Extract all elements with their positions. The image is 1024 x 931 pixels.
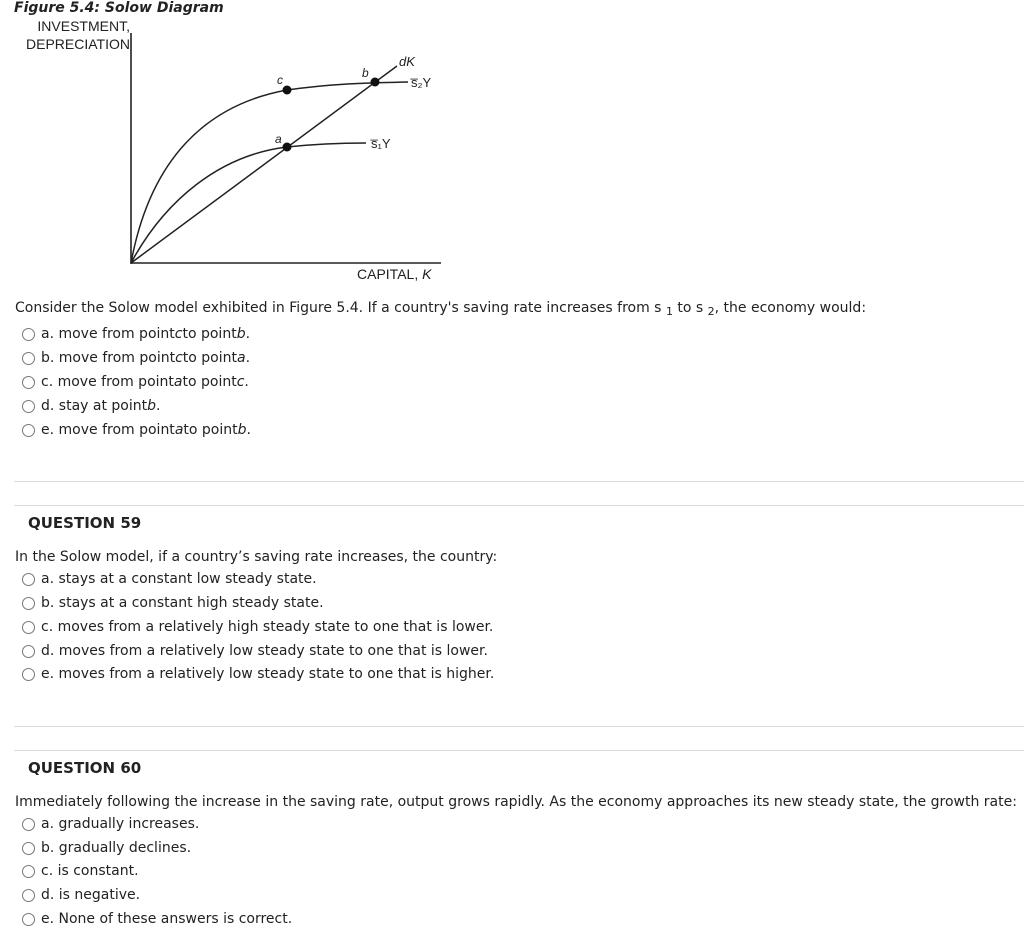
q60-option-e[interactable]	[22, 908, 292, 930]
point-ref: b	[147, 398, 156, 414]
option-text: .	[244, 374, 249, 390]
x-axis-var: K	[422, 266, 432, 282]
q58-prompt-part2: to s	[672, 300, 708, 316]
q59-option-a[interactable]	[22, 568, 317, 590]
radio-button[interactable]	[22, 668, 35, 681]
point-a	[283, 143, 292, 152]
figure-title: Figure 5.4: Solow Diagram	[14, 0, 224, 16]
depreciation-label: dK	[399, 54, 415, 69]
point-c	[283, 86, 292, 95]
option-text: a. move from point	[41, 326, 175, 342]
solow-diagram	[0, 0, 1024, 300]
q60-option-b[interactable]	[22, 837, 191, 859]
option-text: .	[245, 326, 251, 342]
divider	[14, 750, 1024, 751]
option-text: e. None of these answers is correct.	[41, 911, 293, 927]
option-text: a. gradually increases.	[41, 816, 200, 832]
q58-option-d[interactable]	[22, 395, 160, 417]
q60-heading: QUESTION 60	[28, 759, 142, 777]
option-text: .	[246, 422, 251, 438]
q58-option-b[interactable]	[22, 347, 250, 369]
q59-heading: QUESTION 59	[28, 514, 142, 532]
radio-button[interactable]	[22, 400, 35, 413]
radio-button[interactable]	[22, 328, 35, 341]
q59-option-d[interactable]	[22, 640, 488, 662]
radio-button[interactable]	[22, 597, 35, 610]
radio-button[interactable]	[22, 424, 35, 437]
point-b-label: b	[362, 66, 369, 80]
option-text: e. moves from a relatively low steady state to one that is higher.	[41, 666, 495, 682]
radio-button[interactable]	[22, 842, 35, 855]
point-ref: c	[174, 326, 183, 342]
y-axis-label-line1: INVESTMENT,	[37, 18, 130, 34]
point-b	[371, 78, 380, 87]
option-text: c. moves from a relatively high steady state to one that is lower.	[41, 619, 494, 635]
x-axis-label	[357, 266, 431, 282]
x-axis-label-text: CAPITAL,	[357, 266, 419, 282]
q58-sub-1: 1	[665, 305, 673, 318]
point-ref: a	[173, 374, 183, 390]
option-text: to point	[182, 326, 237, 342]
q58-sub-2: 2	[707, 305, 715, 318]
q60-option-a[interactable]	[22, 813, 199, 835]
high-saving-curve	[131, 82, 408, 263]
option-text: e. move from point	[41, 422, 175, 438]
option-text: d. stay at point	[41, 398, 148, 414]
divider	[14, 505, 1024, 506]
q59-prompt: In the Solow model, if a country’s saving rate increases, the country:	[15, 549, 498, 565]
low-saving-curve	[131, 143, 366, 263]
divider	[14, 726, 1024, 727]
radio-button[interactable]	[22, 865, 35, 878]
q58-option-c[interactable]	[22, 371, 249, 393]
divider	[14, 481, 1024, 482]
point-ref: a	[237, 350, 246, 366]
high-saving-label: s̅₂Y	[411, 75, 432, 90]
option-text: c. is constant.	[41, 863, 139, 879]
low-saving-label: s̅₁Y	[371, 136, 391, 151]
option-text: .	[156, 398, 161, 414]
q59-option-e[interactable]	[22, 663, 494, 685]
radio-button[interactable]	[22, 573, 35, 586]
radio-button[interactable]	[22, 818, 35, 831]
option-text: .	[245, 350, 251, 366]
option-text: b. gradually declines.	[41, 840, 192, 856]
y-axis-label-line2: DEPRECIATION	[26, 36, 130, 52]
option-text: b. move from point	[41, 350, 176, 366]
option-text: to point	[182, 350, 237, 366]
q58-option-e[interactable]	[22, 419, 251, 441]
radio-button[interactable]	[22, 913, 35, 926]
q60-prompt: Immediately following the increase in the saving rate, output grows rapidly. As the economy approaches its new steady state, the growth rate:	[15, 794, 1017, 810]
radio-button[interactable]	[22, 621, 35, 634]
option-text: c. move from point	[41, 374, 174, 390]
point-c-label: c	[277, 73, 283, 87]
option-text: to point	[183, 422, 238, 438]
q59-option-c[interactable]	[22, 616, 493, 638]
option-text: a. stays at a constant low steady state.	[41, 571, 317, 587]
radio-button[interactable]	[22, 376, 35, 389]
option-text: d. moves from a relatively low steady state to one that is lower.	[41, 643, 488, 659]
option-text: d. is negative.	[41, 887, 141, 903]
point-a-label: a	[275, 132, 282, 146]
point-ref: b	[236, 326, 246, 342]
q58-option-a[interactable]	[22, 323, 250, 345]
point-ref: c	[175, 350, 183, 366]
q60-option-c[interactable]	[22, 860, 139, 882]
q58-prompt-part4: , the economy would:	[714, 300, 867, 316]
radio-button[interactable]	[22, 645, 35, 658]
q60-option-d[interactable]	[22, 884, 140, 906]
q58-prompt	[15, 300, 866, 318]
option-text: b. stays at a constant high steady state.	[41, 595, 324, 611]
radio-button[interactable]	[22, 352, 35, 365]
option-text: to point	[182, 374, 237, 390]
point-ref: b	[237, 422, 247, 438]
radio-button[interactable]	[22, 889, 35, 902]
q58-prompt-part0: Consider the Solow model exhibited in Figure 5.4. If a country's saving rate increases from s	[15, 300, 666, 316]
q59-option-b[interactable]	[22, 592, 324, 614]
point-ref: c	[236, 374, 245, 390]
point-ref: a	[174, 422, 184, 438]
